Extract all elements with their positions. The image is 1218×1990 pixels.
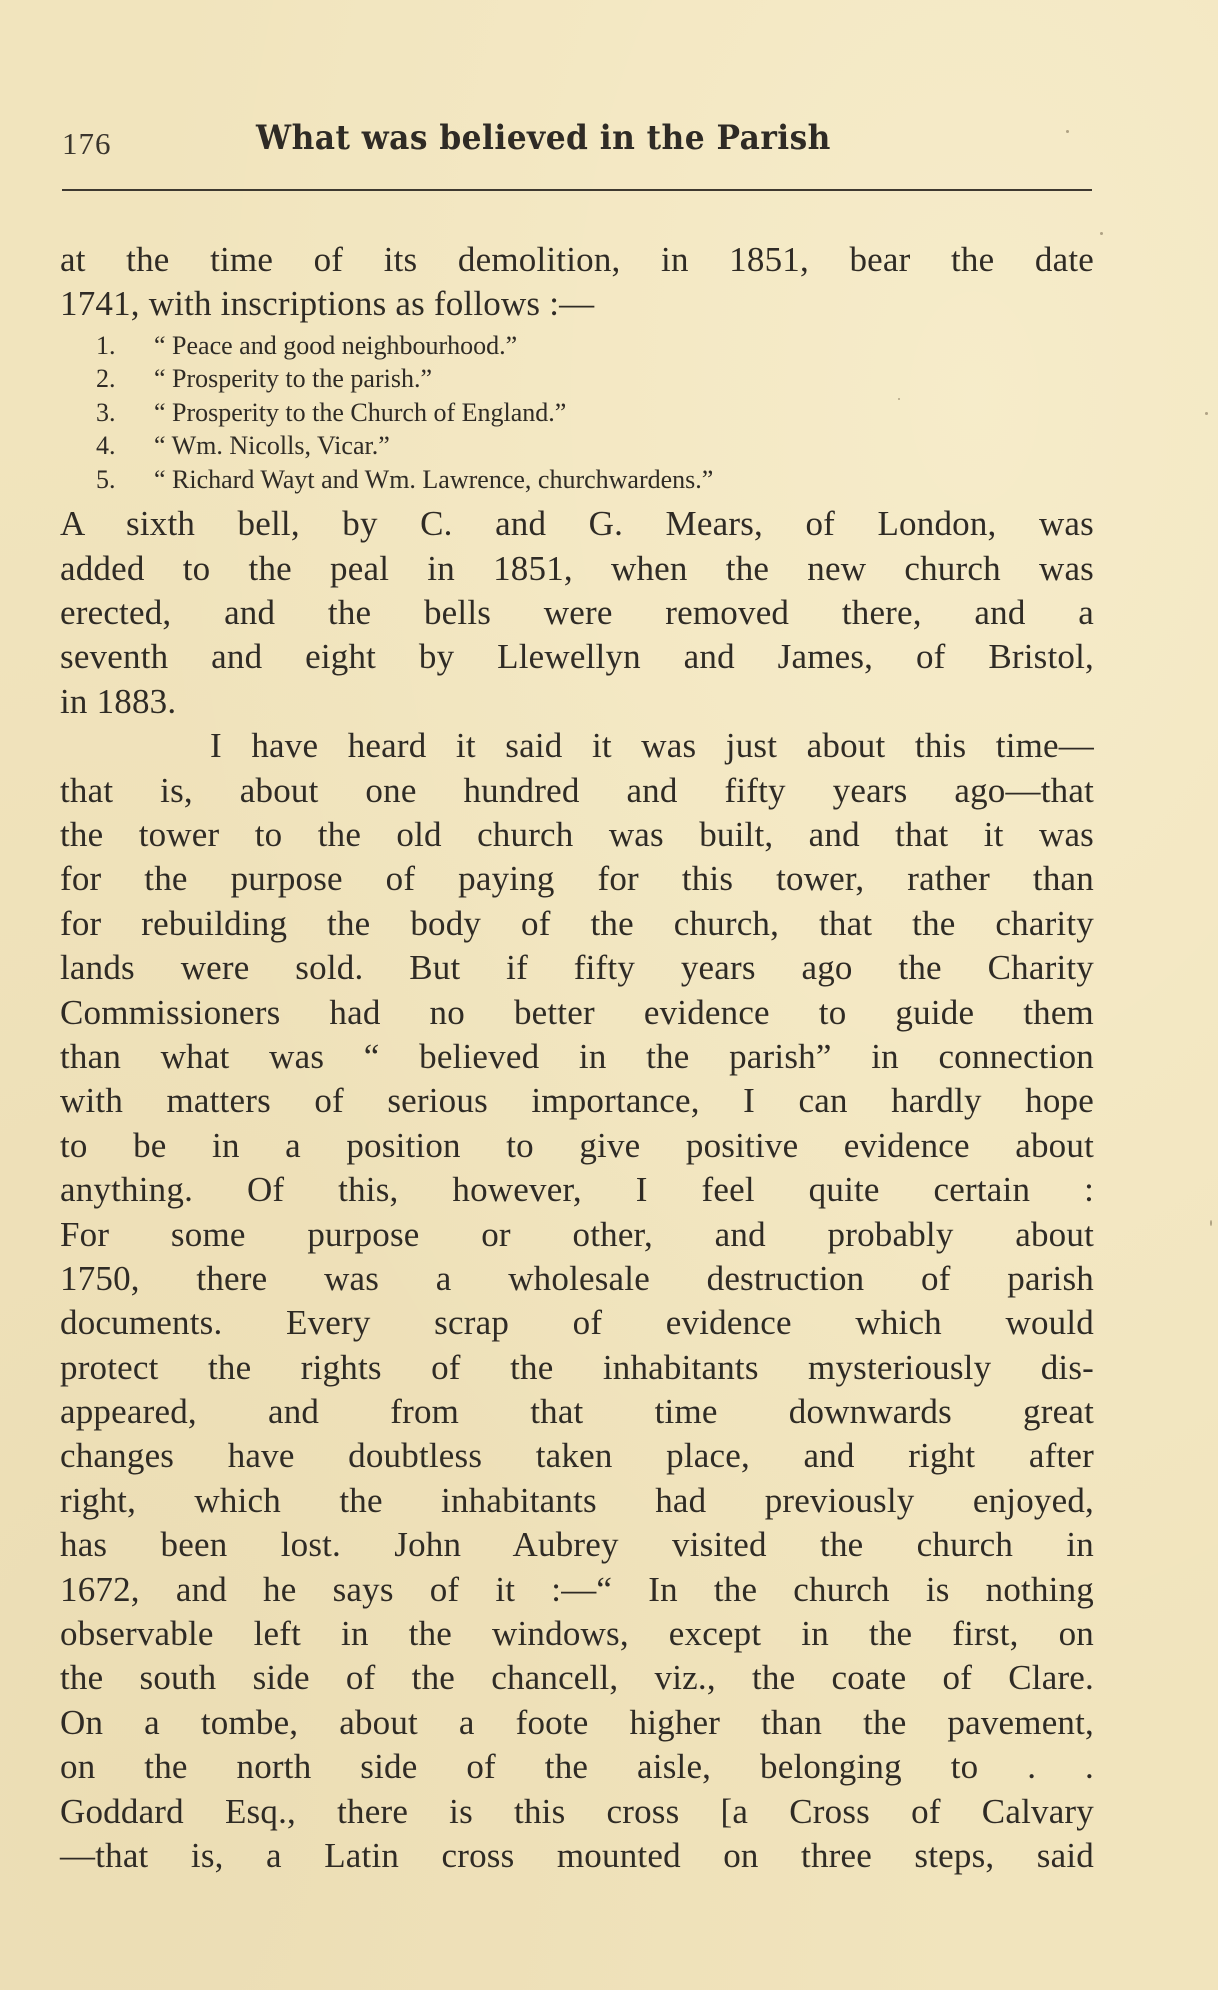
- page-number: 176: [62, 126, 112, 161]
- text-line: 1741, with inscriptions as follows :—: [60, 284, 595, 324]
- text-line: the tower to the old church was built, and that it was: [60, 815, 1094, 855]
- text-line: For some purpose or other, and probably about: [60, 1214, 1094, 1254]
- inscription-text: “ Peace and good neighbourhood.”: [154, 330, 518, 360]
- text-line: the south side of the chancell, viz., the coate of Clare.: [60, 1658, 1094, 1698]
- inscription-number: 3.: [96, 397, 116, 427]
- inscription-number: 2.: [96, 364, 116, 394]
- running-title: What was believed in the Parish: [256, 118, 831, 158]
- text-line: On a tombe, about a foote higher than the pavement,: [60, 1702, 1094, 1742]
- header-rule: [62, 189, 1092, 191]
- text-line: anything. Of this, however, I feel quite certain :: [60, 1170, 1094, 1210]
- inscription-number: 5.: [96, 464, 116, 494]
- paper-speck: [1066, 130, 1069, 133]
- inscription-number: 1.: [96, 330, 116, 360]
- paragraph-bells: [60, 502, 1094, 724]
- paper-speck: [1205, 412, 1208, 415]
- inscription-item: [60, 396, 1094, 430]
- paragraph-tower: [60, 724, 1094, 1878]
- text-line: to be in a position to give positive evidence about: [60, 1125, 1094, 1165]
- text-line: in 1883.: [60, 681, 177, 721]
- inscription-text: “ Prosperity to the Church of England.”: [154, 397, 567, 427]
- text-line: on the north side of the aisle, belonging to . .: [60, 1747, 1094, 1787]
- text-line: lands were sold. But if fifty years ago the Charity: [60, 948, 1094, 988]
- text-line: seventh and eight by Llewellyn and James, of Bristol,: [60, 637, 1094, 677]
- inscription-text: “ Richard Wayt and Wm. Lawrence, churchwardens.”: [154, 464, 714, 494]
- text-line: for the purpose of paying for this tower, rather than: [60, 859, 1094, 899]
- text-line: than what was “ believed in the parish” in connection: [60, 1036, 1094, 1076]
- text-line: protect the rights of the inhabitants mysteriously dis-: [60, 1347, 1094, 1387]
- inscription-item: [60, 463, 1094, 497]
- text-line: added to the peal in 1851, when the new church was: [60, 548, 1094, 588]
- text-line: for rebuilding the body of the church, that the charity: [60, 903, 1094, 943]
- running-head: [62, 118, 1102, 168]
- intro-paragraph: [60, 238, 1094, 327]
- inscriptions-list: [60, 327, 1094, 503]
- paper-speck: [1210, 1220, 1212, 1226]
- text-line: that is, about one hundred and fifty years ago—that: [60, 770, 1094, 810]
- paper-speck: [898, 398, 900, 400]
- inscription-text: “ Prosperity to the parish.”: [154, 364, 432, 394]
- inscription-number: 4.: [96, 431, 116, 461]
- paper-speck: [1100, 232, 1103, 235]
- text-line: appeared, and from that time downwards great: [60, 1392, 1094, 1432]
- inscription-item: [60, 429, 1094, 463]
- text-line: Commissioners had no better evidence to guide them: [60, 992, 1094, 1032]
- text-line: at the time of its demolition, in 1851, bear the date: [60, 240, 1094, 279]
- text-line: changes have doubtless taken place, and right after: [60, 1436, 1094, 1476]
- text-line: A sixth bell, by C. and G. Mears, of London, was: [60, 504, 1094, 544]
- text-line: has been lost. John Aubrey visited the church in: [60, 1525, 1094, 1565]
- text-line: I have heard it said it was just about this time—: [210, 726, 1094, 766]
- text-line: 1672, and he says of it :—“ In the church is nothing: [60, 1569, 1094, 1609]
- text-line: with matters of serious importance, I can hardly hope: [60, 1081, 1094, 1121]
- body-text: [60, 238, 1094, 1878]
- inscription-item: [60, 362, 1094, 396]
- text-line: observable left in the windows, except in the first, on: [60, 1614, 1094, 1654]
- text-line: erected, and the bells were removed there, and a: [60, 593, 1094, 633]
- text-line: documents. Every scrap of evidence which would: [60, 1303, 1094, 1343]
- text-line: —that is, a Latin cross mounted on three steps, said: [60, 1836, 1094, 1875]
- inscription-item: [60, 329, 1094, 363]
- text-line: Goddard Esq., there is this cross [a Cross of Calvary: [60, 1791, 1094, 1831]
- inscription-text: “ Wm. Nicolls, Vicar.”: [154, 431, 390, 461]
- text-line: right, which the inhabitants had previously enjoyed,: [60, 1480, 1094, 1520]
- text-line: 1750, there was a wholesale destruction of parish: [60, 1258, 1094, 1298]
